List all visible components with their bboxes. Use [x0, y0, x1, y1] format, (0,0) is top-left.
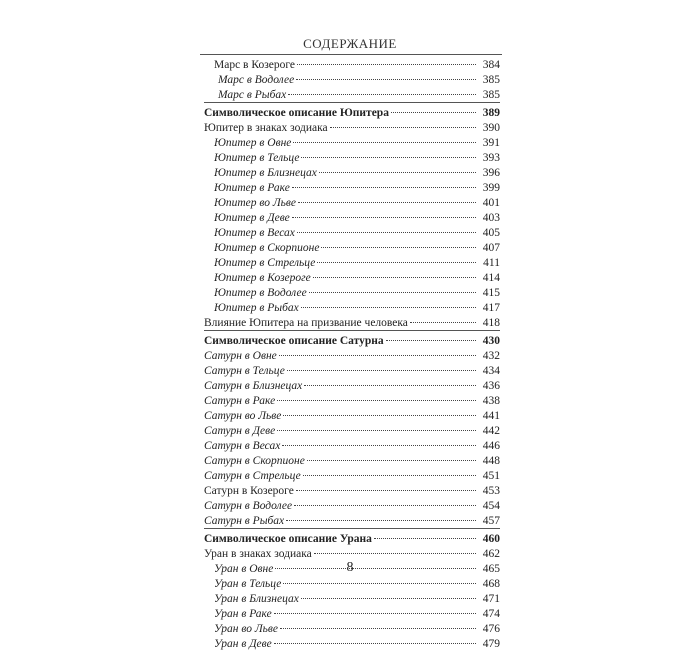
toc-entry-page: 414	[482, 272, 500, 284]
toc-entry-page: 389	[482, 107, 500, 119]
toc-entry-page: 448	[482, 455, 500, 467]
dot-leader	[288, 82, 476, 95]
toc-entry-title: Влияние Юпитера на призвание человека	[204, 317, 408, 329]
toc-entry-title: Юпитер в Скорпионе	[214, 242, 320, 254]
dot-leader	[301, 586, 476, 599]
toc-entry-page: 403	[482, 212, 500, 224]
dot-leader	[287, 358, 476, 371]
toc-entry-page: 453	[482, 485, 500, 497]
dot-leader	[280, 616, 476, 629]
toc-entry-title: Юпитер в знаках зодиака	[204, 122, 328, 134]
toc-entry-title: Сатурн во Льве	[204, 410, 282, 422]
toc-entry-title: Уран во Льве	[214, 623, 278, 635]
toc-entry	[204, 85, 500, 100]
toc-entry-title: Уран в Раке	[214, 608, 272, 620]
toc-entry-title: Уран в Близнецах	[214, 593, 299, 605]
dot-leader	[279, 343, 476, 356]
toc-entry-title: Юпитер в Тельце	[214, 152, 300, 164]
toc-entry-page: 396	[482, 167, 500, 179]
toc-entry-page: 438	[482, 395, 500, 407]
toc-entry-page: 474	[482, 608, 500, 620]
toc-entry-title: Юпитер в Деве	[214, 212, 290, 224]
toc-entry-page: 432	[482, 350, 500, 362]
toc-entry-page: 385	[482, 89, 500, 101]
toc-entry-title: Марс в Козероге	[214, 59, 296, 71]
toc-entry-title: Юпитер в Весах	[214, 227, 295, 239]
dot-leader	[313, 265, 476, 278]
toc-entry-page: 393	[482, 152, 500, 164]
dot-leader	[292, 205, 476, 218]
toc-entry-page: 384	[482, 59, 500, 71]
toc-entry-page: 457	[482, 515, 500, 527]
toc-entry-page: 390	[482, 122, 500, 134]
toc-entry-title: Юпитер во Льве	[214, 197, 296, 209]
toc-entry-title: Юпитер в Овне	[214, 137, 292, 149]
toc-entry-page: 465	[482, 563, 500, 575]
toc-entry-title: Сатурн в Деве	[204, 425, 276, 437]
toc-entry-title: Марс в Водолее	[218, 74, 295, 86]
toc-entry-title: Сатурн в Рыбах	[204, 515, 285, 527]
toc-entry-title: Сатурн в Козероге	[204, 485, 294, 497]
toc-entry-page: 407	[482, 242, 500, 254]
dot-leader	[319, 160, 476, 173]
toc-entry-page: 462	[482, 548, 500, 560]
toc-entry-title: Марс в Рыбах	[218, 89, 287, 101]
dot-leader	[277, 388, 476, 401]
dot-leader	[410, 310, 476, 323]
toc-entry-page: 454	[482, 500, 500, 512]
toc-entry-page: 479	[482, 638, 500, 650]
toc-entry	[204, 313, 500, 328]
dot-leader	[282, 433, 476, 446]
toc-entry-title: Уран в Овне	[214, 563, 274, 575]
toc-entry-title: Юпитер в Рыбах	[214, 302, 299, 314]
toc-entry-page: 415	[482, 287, 500, 299]
dot-leader	[309, 280, 476, 293]
toc-entry-page: 434	[482, 365, 500, 377]
dot-leader	[301, 145, 476, 158]
toc-entry	[204, 634, 500, 649]
toc-entry-page: 391	[482, 137, 500, 149]
page-number: 8	[346, 560, 354, 575]
toc-entry-title: Сатурн в Раке	[204, 395, 276, 407]
toc-entry-page: 436	[482, 380, 500, 392]
dot-leader	[298, 190, 476, 203]
toc-entry-title: Сатурн в Овне	[204, 350, 277, 362]
dot-leader	[277, 418, 476, 431]
dot-leader	[303, 463, 476, 476]
toc-entry-page: 411	[483, 257, 500, 269]
toc-entry-page: 451	[482, 470, 500, 482]
toc-entry-page: 442	[482, 425, 500, 437]
dot-leader	[330, 115, 476, 128]
dot-leader	[374, 526, 476, 539]
toc-entry-page: 441	[482, 410, 500, 422]
dot-leader	[296, 478, 476, 491]
toc-entry-title: Юпитер в Раке	[214, 182, 290, 194]
dot-leader	[294, 493, 476, 506]
toc-entry-title: Сатурн в Близнецах	[204, 380, 303, 392]
dot-leader	[297, 52, 476, 65]
toc-entry-title: Сатурн в Водолее	[204, 500, 293, 512]
toc-entry-page: 399	[482, 182, 500, 194]
dot-leader	[301, 295, 476, 308]
toc-entry-page: 385	[482, 74, 500, 86]
toc-entry-title: Юпитер в Водолее	[214, 287, 307, 299]
dot-leader	[386, 328, 476, 341]
dot-leader	[274, 631, 476, 644]
toc-entry-page: 476	[482, 623, 500, 635]
toc-entry-title: Сатурн в Стрельце	[204, 470, 301, 482]
dot-leader	[304, 373, 476, 386]
toc-entry-title: Сатурн в Весах	[204, 440, 281, 452]
toc-entry-title: Юпитер в Козероге	[214, 272, 311, 284]
toc-entry-title: Юпитер в Близнецах	[214, 167, 317, 179]
dot-leader	[274, 601, 476, 614]
running-header: СОДЕРЖАНИЕ	[303, 36, 397, 51]
toc-entry-title: Символическое описание Сатурна	[204, 335, 384, 347]
toc-entry-page: 417	[482, 302, 500, 314]
toc-entry-title: Сатурн в Скорпионе	[204, 455, 305, 467]
toc-entry-page: 446	[482, 440, 500, 452]
dot-leader	[297, 220, 476, 233]
toc-entry-title: Символическое описание Урана	[204, 533, 372, 545]
toc-entry-title: Уран в знаках зодиака	[204, 548, 312, 560]
dot-leader	[292, 175, 476, 188]
dot-leader	[293, 130, 476, 143]
toc-entry-title: Сатурн в Тельце	[204, 365, 285, 377]
dot-leader	[314, 541, 476, 554]
toc-entry-page: 460	[482, 533, 500, 545]
toc-entry	[204, 511, 500, 526]
toc-entry-page: 471	[482, 593, 500, 605]
dot-leader	[307, 448, 476, 461]
dot-leader	[317, 250, 476, 263]
toc-entry-title: Уран в Деве	[214, 638, 272, 650]
toc-entry-title: Юпитер в Стрельце	[214, 257, 316, 269]
toc-entry-page: 405	[482, 227, 500, 239]
dot-leader	[296, 67, 476, 80]
dot-leader	[321, 235, 476, 248]
toc-entry-title: Символическое описание Юпитера	[204, 107, 389, 119]
dot-leader	[286, 508, 476, 521]
toc-entry-title: Уран в Тельце	[214, 578, 282, 590]
dot-leader	[391, 100, 476, 113]
toc-entry-page: 430	[482, 335, 500, 347]
toc-entry-page: 401	[482, 197, 500, 209]
toc-entry-page: 468	[482, 578, 500, 590]
toc-entry-page: 418	[482, 317, 500, 329]
dot-leader	[283, 403, 476, 416]
